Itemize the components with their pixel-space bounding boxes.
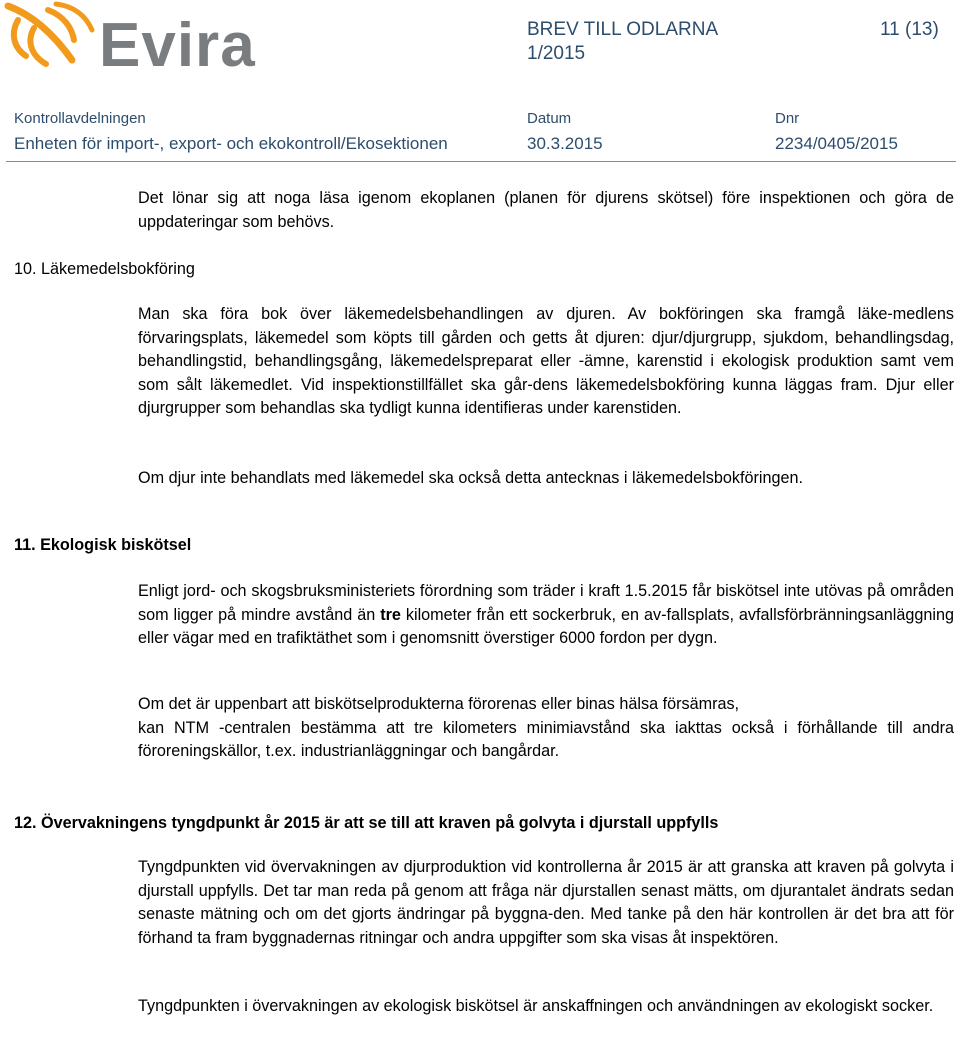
section-12-heading: 12. Övervakningens tyngdpunkt år 2015 är att se till att kraven på golvyta i djurstall uppfylls [14, 814, 719, 832]
evira-logo [0, 0, 256, 80]
intro-paragraph: Det lönar sig att noga läsa igenom ekoplanen (planen för djurens skötsel) före inspektionen och göra de uppdateringar som behövs. [138, 189, 954, 231]
section-12-paragraph-1: Tyngdpunkten vid övervakningen av djurproduktion vid kontrollerna år 2015 är att granska att kraven på golvyta i djurstall uppfylls. Det tar man reda på genom att fråga när djurstallen senast mätts, om djurantalet ändrats sedan senaste mätning och om det gjorts ändringar på byggna-den. Med tanke på den här kontrollen är det bra att för förhand ta fram byggnadernas ritningar och andra uppgifter som ska visas åt inspektören. [138, 858, 954, 947]
section-12-paragraph-2: Tyngdpunkten i övervakningen av ekologisk biskötsel är anskaffningen och användningen av ekologiskt socker. [138, 997, 934, 1015]
document-title [527, 18, 718, 66]
section-11-paragraph-2 [138, 693, 954, 764]
page-number: 11 (13) [880, 19, 939, 40]
section-11-paragraph-1 [138, 580, 954, 651]
section-11-p1-before: Enligt jord- och skogsbruksministeriets förordning som träder i kraft 1.5.2015 får biskötsel inte utövas på områden som ligger på mindre avstånd än [138, 582, 954, 624]
date-value: 30.3.2015 [527, 134, 603, 153]
department-label: Kontrollavdelningen [14, 110, 146, 127]
dnr-label: Dnr [775, 110, 800, 127]
section-11-heading: 11. Ekologisk biskötsel [14, 536, 192, 554]
section-11-p1-bold: tre [380, 605, 401, 624]
section-11-p2-rest: kan NTM -centralen bestämma att tre kilometers minimiavstånd ska iakttas också i förhållande till andra föroreningskällor, t.ex. industrianläggningar och bangårdar. [138, 718, 954, 760]
section-10-heading: 10. Läkemedelsbokföring [14, 260, 195, 278]
dnr-value: 2234/0405/2015 [775, 134, 898, 153]
document-title-line1: BREV TILL ODLARNA [527, 19, 719, 40]
header-divider [6, 161, 956, 162]
section-11-p1-after: kilometer från ett sockerbruk, en av-fallsplats, avfallsförbränningsanläggning eller vägar med en trafiktäthet som i genomsnitt överstiger 6000 fordon per dygn. [138, 605, 954, 647]
section-10-paragraph-1: Man ska föra bok över läkemedelsbehandlingen av djuren. Av bokföringen ska framgå läke-medlens förvaringsplats, läkemedel som köpts till gården och getts åt djuren: djur/djurgrupp, sjukdom, behandlingsdag, behandlingstid, behandlingsgång, läkemedelspreparat eller -ämne, karenstid i ekologisk produktion samt vem som sålt läkemedlet. Vid inspektionstillfället ska går-dens läkemedelsbokföring kunna läggas fram. Djur eller djurgrupper som behandlas ska tydligt kunna identifieras under karenstiden. [138, 305, 954, 417]
document-title-line2: 1/2015 [527, 43, 586, 64]
evira-wheat-logo-icon [0, 0, 100, 80]
date-label: Datum [527, 110, 572, 127]
department-value: Enheten för import-, export- och ekokontroll/Ekosektionen [14, 134, 448, 153]
section-11-p2-line1: Om det är uppenbart att biskötselprodukterna förorenas eller binas hälsa försämras, [138, 695, 740, 713]
section-10-paragraph-2: Om djur inte behandlats med läkemedel ska också detta antecknas i läkemedelsbokföringen. [138, 469, 803, 487]
logo-wordmark: Evira [99, 11, 256, 80]
